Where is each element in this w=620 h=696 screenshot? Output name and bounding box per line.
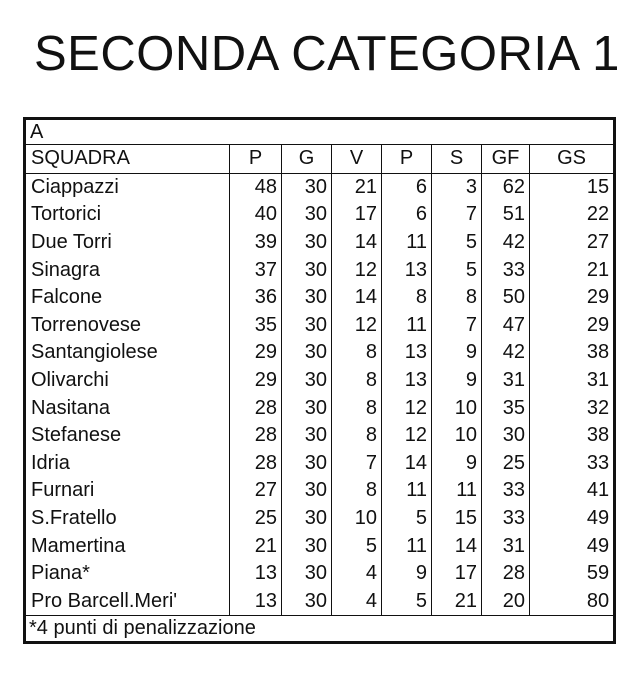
team-name-cell: Idria: [25, 450, 230, 478]
points-cell: 35: [230, 312, 282, 340]
points-cell: 13: [230, 588, 282, 616]
table-row: [25, 588, 615, 616]
draws-cell: 6: [382, 201, 432, 229]
group-label: A: [25, 119, 615, 145]
losses-cell: 3: [432, 173, 482, 201]
draws-cell: 9: [382, 560, 432, 588]
wins-cell: 12: [332, 256, 382, 284]
goals-for-cell: 33: [482, 477, 530, 505]
draws-cell: 14: [382, 450, 432, 478]
points-cell: 36: [230, 284, 282, 312]
team-name-cell: Falcone: [25, 284, 230, 312]
goals-for-cell: 35: [482, 394, 530, 422]
played-cell: 30: [282, 450, 332, 478]
losses-cell: 10: [432, 422, 482, 450]
header-sconfitte: S: [432, 145, 482, 174]
draws-cell: 6: [382, 173, 432, 201]
points-cell: 21: [230, 532, 282, 560]
wins-cell: 14: [332, 229, 382, 257]
draws-cell: 5: [382, 588, 432, 616]
team-name-cell: Stefanese: [25, 422, 230, 450]
table-body: [25, 173, 615, 616]
table-row: [25, 505, 615, 533]
losses-cell: 7: [432, 312, 482, 340]
team-name-cell: Torrenovese: [25, 312, 230, 340]
header-gol-fatti: GF: [482, 145, 530, 174]
draws-cell: 12: [382, 422, 432, 450]
losses-cell: 10: [432, 394, 482, 422]
losses-cell: 9: [432, 450, 482, 478]
draws-cell: 5: [382, 505, 432, 533]
goals-for-cell: 28: [482, 560, 530, 588]
header-gol-subiti: GS: [530, 145, 615, 174]
draws-cell: 11: [382, 532, 432, 560]
goals-against-cell: 38: [530, 422, 615, 450]
played-cell: 30: [282, 588, 332, 616]
points-cell: 25: [230, 505, 282, 533]
wins-cell: 8: [332, 477, 382, 505]
goals-against-cell: 21: [530, 256, 615, 284]
team-name-cell: Santangiolese: [25, 339, 230, 367]
goals-against-cell: 59: [530, 560, 615, 588]
wins-cell: 4: [332, 588, 382, 616]
table-row: [25, 173, 615, 201]
goals-against-cell: 80: [530, 588, 615, 616]
points-cell: 40: [230, 201, 282, 229]
points-cell: 29: [230, 339, 282, 367]
goals-for-cell: 50: [482, 284, 530, 312]
goals-against-cell: 27: [530, 229, 615, 257]
losses-cell: 15: [432, 505, 482, 533]
team-name-cell: Sinagra: [25, 256, 230, 284]
played-cell: 30: [282, 505, 332, 533]
wins-cell: 8: [332, 339, 382, 367]
table-row: [25, 312, 615, 340]
draws-cell: 11: [382, 312, 432, 340]
table-row: [25, 394, 615, 422]
team-name-cell: Nasitana: [25, 394, 230, 422]
draws-cell: 11: [382, 477, 432, 505]
draws-cell: 12: [382, 394, 432, 422]
table-row: [25, 532, 615, 560]
played-cell: 30: [282, 173, 332, 201]
table-row: [25, 367, 615, 395]
goals-for-cell: 31: [482, 532, 530, 560]
wins-cell: 7: [332, 450, 382, 478]
team-name-cell: Furnari: [25, 477, 230, 505]
goals-for-cell: 33: [482, 505, 530, 533]
footnote: *4 punti di penalizzazione: [25, 616, 615, 643]
table-row: [25, 422, 615, 450]
team-name-cell: Mamertina: [25, 532, 230, 560]
points-cell: 27: [230, 477, 282, 505]
table-row: [25, 201, 615, 229]
points-cell: 39: [230, 229, 282, 257]
table-row: [25, 477, 615, 505]
goals-against-cell: 33: [530, 450, 615, 478]
goals-for-cell: 47: [482, 312, 530, 340]
table-row: [25, 256, 615, 284]
table-row: [25, 284, 615, 312]
draws-cell: 13: [382, 367, 432, 395]
played-cell: 30: [282, 422, 332, 450]
goals-against-cell: 49: [530, 532, 615, 560]
played-cell: 30: [282, 201, 332, 229]
wins-cell: 8: [332, 367, 382, 395]
wins-cell: 14: [332, 284, 382, 312]
goals-against-cell: 29: [530, 312, 615, 340]
draws-cell: 13: [382, 256, 432, 284]
points-cell: 29: [230, 367, 282, 395]
page-title: SECONDA CATEGORIA 1: [34, 27, 620, 81]
goals-against-cell: 32: [530, 394, 615, 422]
played-cell: 30: [282, 339, 332, 367]
draws-cell: 11: [382, 229, 432, 257]
goals-for-cell: 62: [482, 173, 530, 201]
wins-cell: 4: [332, 560, 382, 588]
team-name-cell: Pro Barcell.Meri': [25, 588, 230, 616]
points-cell: 28: [230, 450, 282, 478]
header-squadra: SQUADRA: [25, 145, 230, 174]
table-row: [25, 450, 615, 478]
losses-cell: 17: [432, 560, 482, 588]
goals-for-cell: 42: [482, 229, 530, 257]
goals-for-cell: 42: [482, 339, 530, 367]
points-cell: 37: [230, 256, 282, 284]
goals-for-cell: 51: [482, 201, 530, 229]
played-cell: 30: [282, 284, 332, 312]
header-vinte: V: [332, 145, 382, 174]
goals-against-cell: 15: [530, 173, 615, 201]
played-cell: 30: [282, 477, 332, 505]
losses-cell: 11: [432, 477, 482, 505]
header-giocate: G: [282, 145, 332, 174]
wins-cell: 10: [332, 505, 382, 533]
header-pareggiate: P: [382, 145, 432, 174]
draws-cell: 8: [382, 284, 432, 312]
goals-against-cell: 31: [530, 367, 615, 395]
goals-against-cell: 49: [530, 505, 615, 533]
team-name-cell: Due Torri: [25, 229, 230, 257]
header-punti: P: [230, 145, 282, 174]
wins-cell: 17: [332, 201, 382, 229]
table-row: [25, 339, 615, 367]
losses-cell: 21: [432, 588, 482, 616]
goals-against-cell: 41: [530, 477, 615, 505]
points-cell: 13: [230, 560, 282, 588]
losses-cell: 9: [432, 367, 482, 395]
losses-cell: 7: [432, 201, 482, 229]
goals-for-cell: 31: [482, 367, 530, 395]
played-cell: 30: [282, 229, 332, 257]
losses-cell: 8: [432, 284, 482, 312]
played-cell: 30: [282, 560, 332, 588]
wins-cell: 5: [332, 532, 382, 560]
draws-cell: 13: [382, 339, 432, 367]
wins-cell: 12: [332, 312, 382, 340]
points-cell: 28: [230, 422, 282, 450]
team-name-cell: Olivarchi: [25, 367, 230, 395]
goals-for-cell: 20: [482, 588, 530, 616]
played-cell: 30: [282, 312, 332, 340]
losses-cell: 5: [432, 256, 482, 284]
losses-cell: 14: [432, 532, 482, 560]
points-cell: 28: [230, 394, 282, 422]
table-row: [25, 560, 615, 588]
played-cell: 30: [282, 394, 332, 422]
played-cell: 30: [282, 256, 332, 284]
goals-against-cell: 29: [530, 284, 615, 312]
goals-for-cell: 30: [482, 422, 530, 450]
wins-cell: 8: [332, 422, 382, 450]
wins-cell: 21: [332, 173, 382, 201]
played-cell: 30: [282, 367, 332, 395]
points-cell: 48: [230, 173, 282, 201]
standings-table: [23, 117, 616, 644]
header-row: [25, 145, 615, 174]
losses-cell: 5: [432, 229, 482, 257]
team-name-cell: Ciappazzi: [25, 173, 230, 201]
team-name-cell: Tortorici: [25, 201, 230, 229]
goals-for-cell: 33: [482, 256, 530, 284]
table-row: [25, 229, 615, 257]
goals-against-cell: 22: [530, 201, 615, 229]
goals-for-cell: 25: [482, 450, 530, 478]
wins-cell: 8: [332, 394, 382, 422]
team-name-cell: S.Fratello: [25, 505, 230, 533]
goals-against-cell: 38: [530, 339, 615, 367]
losses-cell: 9: [432, 339, 482, 367]
played-cell: 30: [282, 532, 332, 560]
team-name-cell: Piana*: [25, 560, 230, 588]
